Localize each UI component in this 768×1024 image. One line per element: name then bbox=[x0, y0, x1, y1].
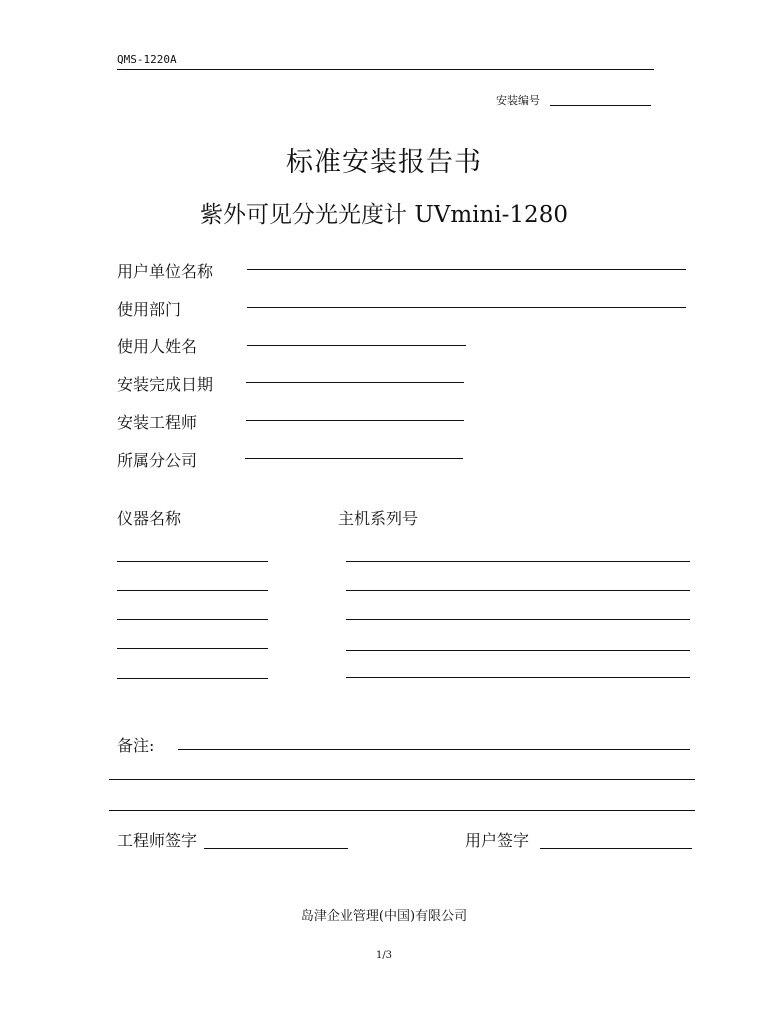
remarks-input[interactable] bbox=[178, 749, 690, 750]
page-title: 标准安装报告书 bbox=[286, 147, 482, 178]
col-header-instrument-name: 仪器名称 bbox=[117, 509, 182, 528]
field-input-install-engineer[interactable] bbox=[246, 420, 464, 421]
document-code: QMS-1220A bbox=[117, 53, 177, 66]
field-label-install-date: 安装完成日期 bbox=[117, 375, 214, 394]
field-label-user-name: 使用人姓名 bbox=[117, 337, 198, 356]
instrument-name-input[interactable] bbox=[117, 619, 268, 620]
field-input-install-date[interactable] bbox=[246, 382, 464, 383]
instrument-name-input[interactable] bbox=[117, 590, 268, 591]
serial-number-input[interactable] bbox=[346, 677, 690, 678]
field-input-user-name[interactable] bbox=[247, 345, 466, 346]
col-header-serial-number: 主机系列号 bbox=[338, 509, 419, 528]
engineer-signature-field[interactable] bbox=[204, 848, 348, 849]
serial-number-input[interactable] bbox=[346, 561, 690, 562]
field-label-department: 使用部门 bbox=[117, 300, 182, 319]
footer-company-name: 岛津企业管理(中国)有限公司 bbox=[300, 909, 468, 924]
field-input-department[interactable] bbox=[247, 307, 686, 308]
instrument-name-input[interactable] bbox=[117, 678, 268, 679]
install-number-field[interactable] bbox=[550, 105, 651, 106]
field-label-branch: 所属分公司 bbox=[117, 451, 198, 470]
field-input-user-unit[interactable] bbox=[247, 269, 686, 270]
field-input-branch[interactable] bbox=[245, 458, 463, 459]
user-signature-field[interactable] bbox=[540, 848, 692, 849]
page-subtitle: 紫外可见分光光度计 UVmini-1280 bbox=[200, 202, 568, 228]
remarks-input-line[interactable] bbox=[109, 810, 695, 811]
field-label-install-engineer: 安装工程师 bbox=[117, 413, 198, 432]
serial-number-input[interactable] bbox=[346, 650, 690, 651]
engineer-signature-label: 工程师签字 bbox=[117, 831, 198, 850]
install-number-label: 安装编号 bbox=[496, 94, 540, 107]
serial-number-input[interactable] bbox=[346, 590, 690, 591]
remarks-input-line[interactable] bbox=[109, 779, 695, 780]
header-rule bbox=[117, 69, 654, 70]
instrument-name-input[interactable] bbox=[117, 561, 268, 562]
field-label-user-unit: 用户单位名称 bbox=[117, 262, 214, 281]
user-signature-label: 用户签字 bbox=[465, 831, 530, 850]
serial-number-input[interactable] bbox=[346, 619, 690, 620]
remarks-label: 备注: bbox=[117, 736, 155, 755]
page-number: 1/3 bbox=[375, 950, 393, 961]
instrument-name-input[interactable] bbox=[117, 648, 268, 649]
